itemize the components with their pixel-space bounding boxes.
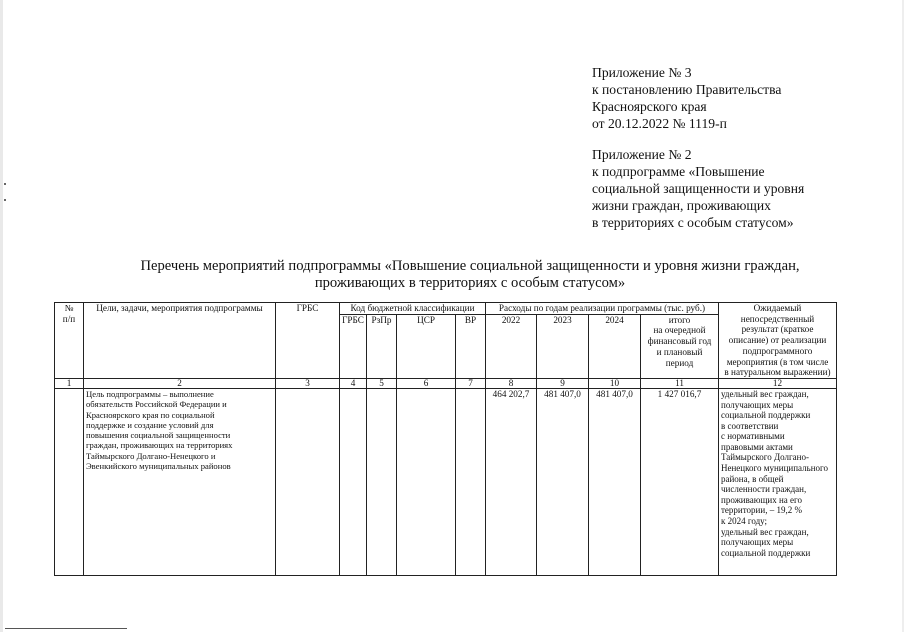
header-grbs: ГРБС	[276, 303, 340, 379]
header-budget-code: Код бюджетной классификации	[340, 303, 486, 315]
row-expected-line: в соответствии	[721, 420, 779, 431]
row-expected-line: социальной поддержки	[721, 547, 811, 558]
header-total-line: финансовый год	[647, 336, 712, 347]
column-number-row	[55, 378, 837, 388]
column-number: 8	[486, 378, 537, 388]
appendix-3-line: от 20.12.2022 № 1119-п	[592, 116, 727, 131]
header-sub-vr: ВР	[456, 314, 486, 378]
column-number: 2	[84, 378, 276, 388]
appendix-3-header	[592, 64, 892, 132]
header-expenses: Расходы по годам реализации программы (тыс. руб.)	[486, 303, 719, 315]
header-expected-result	[719, 303, 837, 379]
row-expected-line: Таймырского Долгано-	[721, 452, 809, 463]
header-year-2022: 2022	[486, 314, 537, 378]
scan-bottom-rule	[5, 628, 127, 629]
row-expected-line: к 2024 году;	[721, 516, 768, 527]
row-goal	[84, 388, 276, 575]
column-number: 3	[276, 378, 340, 388]
header-goals: Цели, задачи, мероприятия подпрограммы	[84, 303, 276, 379]
appendix-2-line: к подпрограмме «Повышение	[592, 164, 765, 179]
scan-speck	[4, 199, 6, 201]
row-expected-line: получающих меры	[721, 537, 794, 548]
header-expected-line: результат (краткое	[741, 324, 814, 335]
column-number: 5	[367, 378, 397, 388]
row-expected-line: с нормативными	[721, 431, 785, 442]
row-grbs	[276, 388, 340, 575]
header-total	[641, 314, 719, 378]
row-expected-line: получающих меры	[721, 399, 794, 410]
column-number: 9	[537, 378, 589, 388]
column-number: 12	[719, 378, 837, 388]
title-line-2: проживающих в территориях с особым статусом»	[314, 275, 626, 291]
column-number: 11	[641, 378, 719, 388]
column-number: 6	[397, 378, 456, 388]
column-number: 4	[340, 378, 367, 388]
header-total-line: итого	[668, 314, 691, 325]
row-goal-line: Эвенкийского муниципальных районов	[86, 461, 231, 471]
document-title	[90, 258, 850, 292]
header-year-2023: 2023	[537, 314, 589, 378]
header-expected-line: подпрограммного	[742, 345, 813, 356]
column-number: 7	[456, 378, 486, 388]
row-goal-line: Таймырского Долгано-Ненецкого и	[86, 450, 216, 461]
header-sub-grbs: ГРБС	[340, 314, 367, 378]
appendix-2-line: Приложение № 2	[592, 147, 692, 162]
header-expected-line: в натуральном выражении)	[724, 367, 831, 378]
row-expected-line: правовыми актами	[721, 441, 793, 452]
header-total-line: на очередной	[653, 325, 706, 336]
header-sub-rzpr: РзПр	[367, 314, 397, 378]
row-expected-line: социальной поддержки	[721, 410, 811, 421]
row-expected-line: территории, – 19,2 %	[721, 505, 802, 516]
row-expected-line: удельный вес граждан,	[721, 526, 809, 537]
scan-left-edge	[0, 0, 3, 632]
header-expected-line: непосредственный	[740, 313, 815, 324]
row-2024: 481 407,0	[589, 388, 641, 575]
title-line-1: Перечень мероприятий подпрограммы «Повышение социальной защищенности и уровня жизни граждан,	[140, 258, 800, 274]
row-expected-line: численности граждан,	[721, 484, 807, 495]
row-2023: 481 407,0	[537, 388, 589, 575]
row-goal-line: обязательств Российской Федерации и	[86, 399, 227, 410]
row-goal-line: граждан, проживающих на территориях	[86, 440, 233, 451]
row-expected-line: Ненецкого муниципального	[721, 463, 828, 474]
scan-speck	[4, 183, 6, 185]
activities-table	[54, 302, 837, 576]
row-goal-line: повышения социальной защищенности	[86, 430, 231, 441]
header-sub-csr: ЦСР	[397, 314, 456, 378]
header-expected-line: описание) от реализации	[728, 335, 827, 346]
row-rzpr	[367, 388, 397, 575]
column-number: 1	[55, 378, 84, 388]
appendix-3-line: к постановлению Правительства	[592, 82, 782, 97]
column-number: 10	[589, 378, 641, 388]
row-expected-line: удельный вес граждан,	[721, 388, 809, 399]
row-goal-line: Красноярского края по социальной	[86, 409, 215, 420]
row-vr	[456, 388, 486, 575]
row-sub-grbs	[340, 388, 367, 575]
header-row-top	[55, 303, 837, 315]
appendix-2-line: жизни граждан, проживающих	[592, 198, 771, 213]
row-expected-line: проживающих на его	[721, 494, 802, 505]
header-num-line: п/п	[62, 313, 76, 324]
row-goal-line: поддержке и создание условий для	[86, 419, 214, 430]
appendix-2-line: социальной защищенности и уровня	[592, 181, 805, 196]
header-expected-line: Ожидаемый	[753, 303, 802, 313]
row-expected-result	[719, 388, 837, 575]
header-year-2024: 2024	[589, 314, 641, 378]
appendix-3-line: Красноярского края	[592, 99, 707, 114]
row-num	[55, 388, 84, 575]
row-total: 1 427 016,7	[641, 388, 719, 575]
row-2022: 464 202,7	[486, 388, 537, 575]
header-num-line: №	[64, 303, 74, 313]
appendix-3-line: Приложение № 3	[592, 65, 692, 80]
table-row	[55, 388, 837, 575]
row-goal-line: Цель подпрограммы – выполнение	[86, 388, 214, 399]
appendix-2-header	[592, 146, 892, 231]
header-expected-line: мероприятия (в том числе	[726, 356, 829, 367]
row-expected-line: района, в общей	[721, 473, 784, 484]
header-total-line: и плановый	[656, 346, 703, 357]
appendix-2-line: в территориях с особым статусом»	[592, 215, 794, 230]
header-num	[55, 303, 84, 379]
row-csr	[397, 388, 456, 575]
header-total-line: период	[665, 357, 694, 368]
